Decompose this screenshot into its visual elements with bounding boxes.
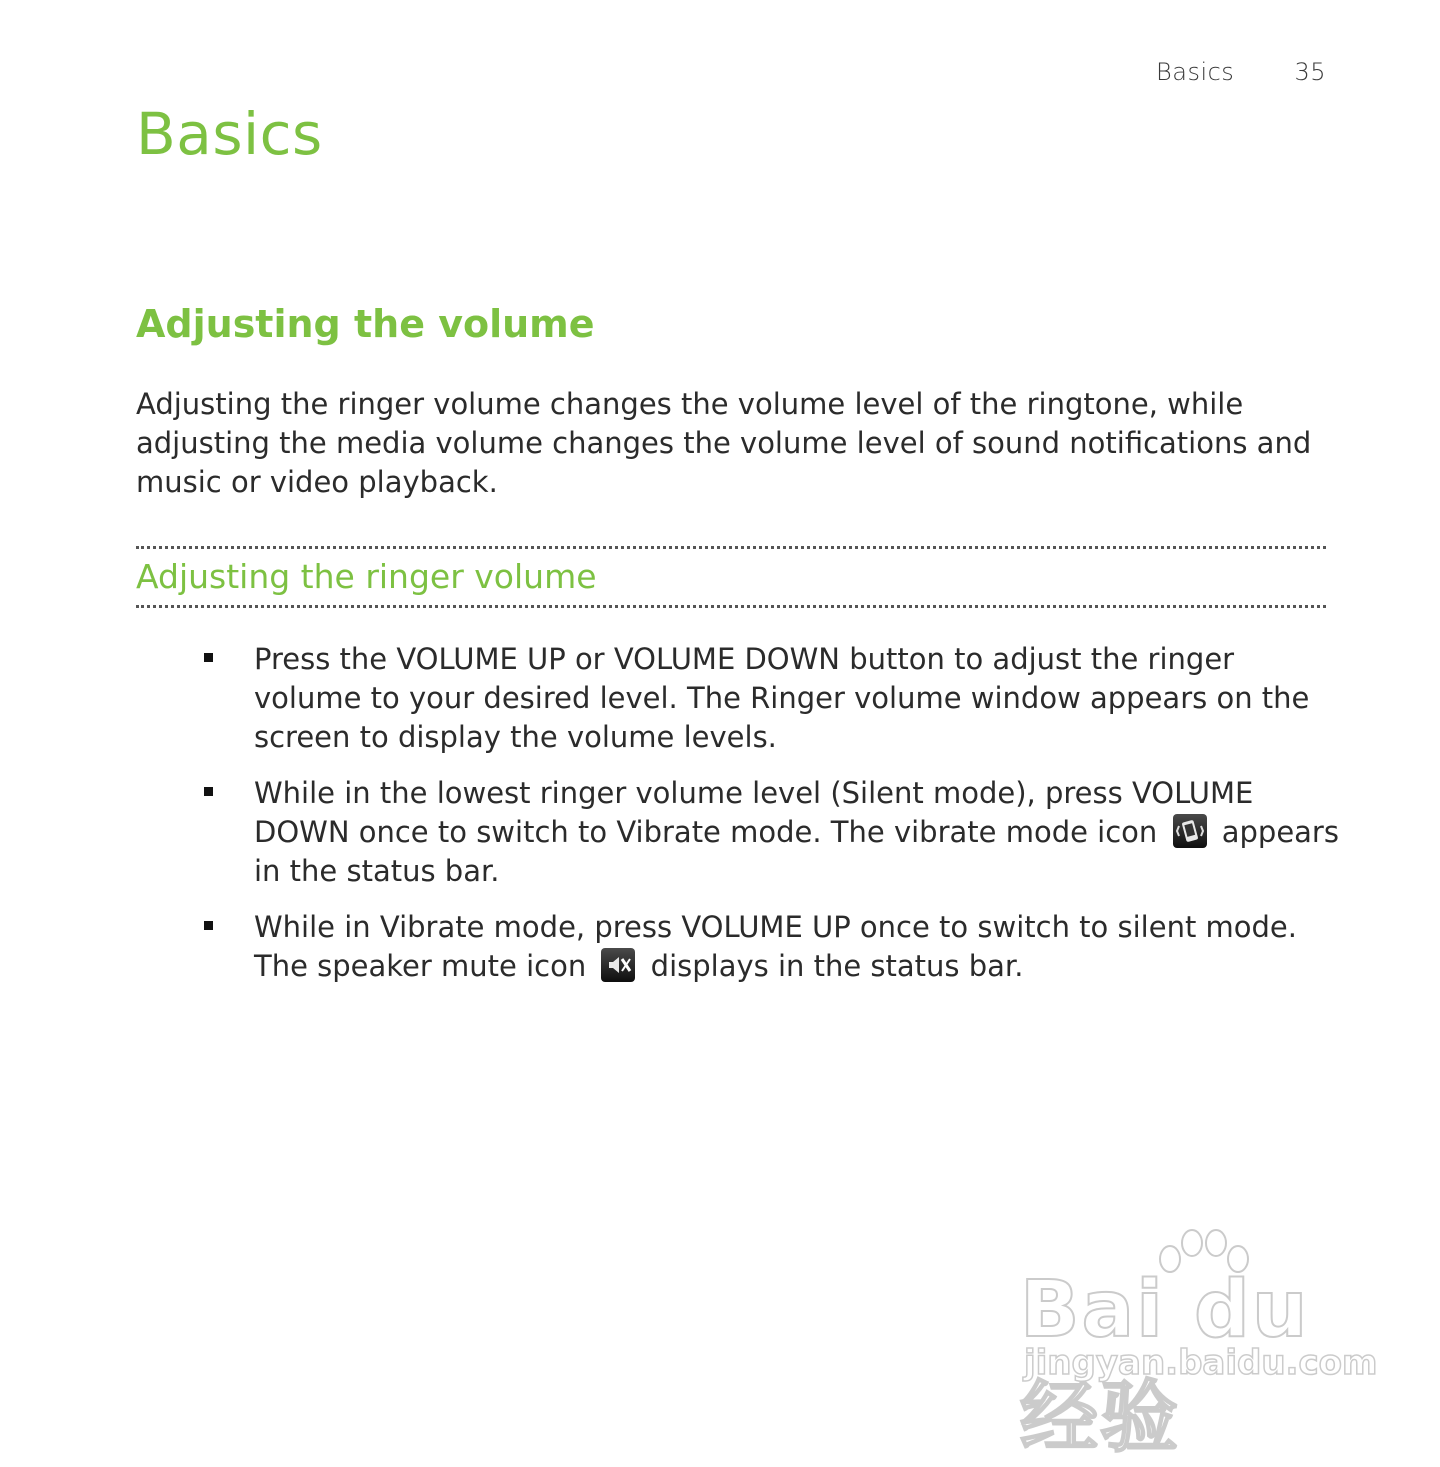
list-item <box>200 640 1340 757</box>
page-number: 35 <box>1294 58 1326 86</box>
watermark <box>1020 1225 1378 1463</box>
step-text: displays in the status bar. <box>650 949 1024 983</box>
bullet-marker <box>204 787 213 796</box>
list-item <box>200 908 1340 986</box>
bullet-marker <box>204 653 213 662</box>
header-section-label: Basics <box>1156 58 1235 86</box>
bullet-marker <box>204 921 213 930</box>
chapter-title: Basics <box>136 100 323 168</box>
subsection-header <box>136 546 1326 608</box>
step-text: While in Vibrate mode, press VOLUME UP once to switch to silent mode. The speaker mute icon <box>254 910 1297 983</box>
steps-list <box>200 640 1340 1003</box>
list-item <box>200 774 1340 891</box>
subsection-title: Adjusting the ringer volume <box>136 557 597 596</box>
section-intro: Adjusting the ringer volume changes the volume level of the ringtone, while adjusting the media volume changes the volume level of sound notifications and music or video playback. <box>136 387 1312 499</box>
step-text: appears in the status bar. <box>254 815 1339 888</box>
watermark-site: jingyan.baidu.com <box>1024 1343 1378 1383</box>
section-title: Adjusting the volume <box>136 302 595 346</box>
step-text: Press the VOLUME UP or VOLUME DOWN button to adjust the ringer volume to your desired level. The Ringer volume window appears on the screen to display the volume levels. <box>254 642 1310 754</box>
watermark-brand: Bai du 经验 <box>1020 1265 1310 1463</box>
speaker-mute-icon <box>601 948 635 982</box>
vibrate-mode-icon <box>1173 814 1207 848</box>
running-header <box>1156 58 1326 86</box>
step-text: While in the lowest ringer volume level (Silent mode), press VOLUME DOWN once to switch to Vibrate mode. The vibrate mode icon <box>254 776 1254 849</box>
